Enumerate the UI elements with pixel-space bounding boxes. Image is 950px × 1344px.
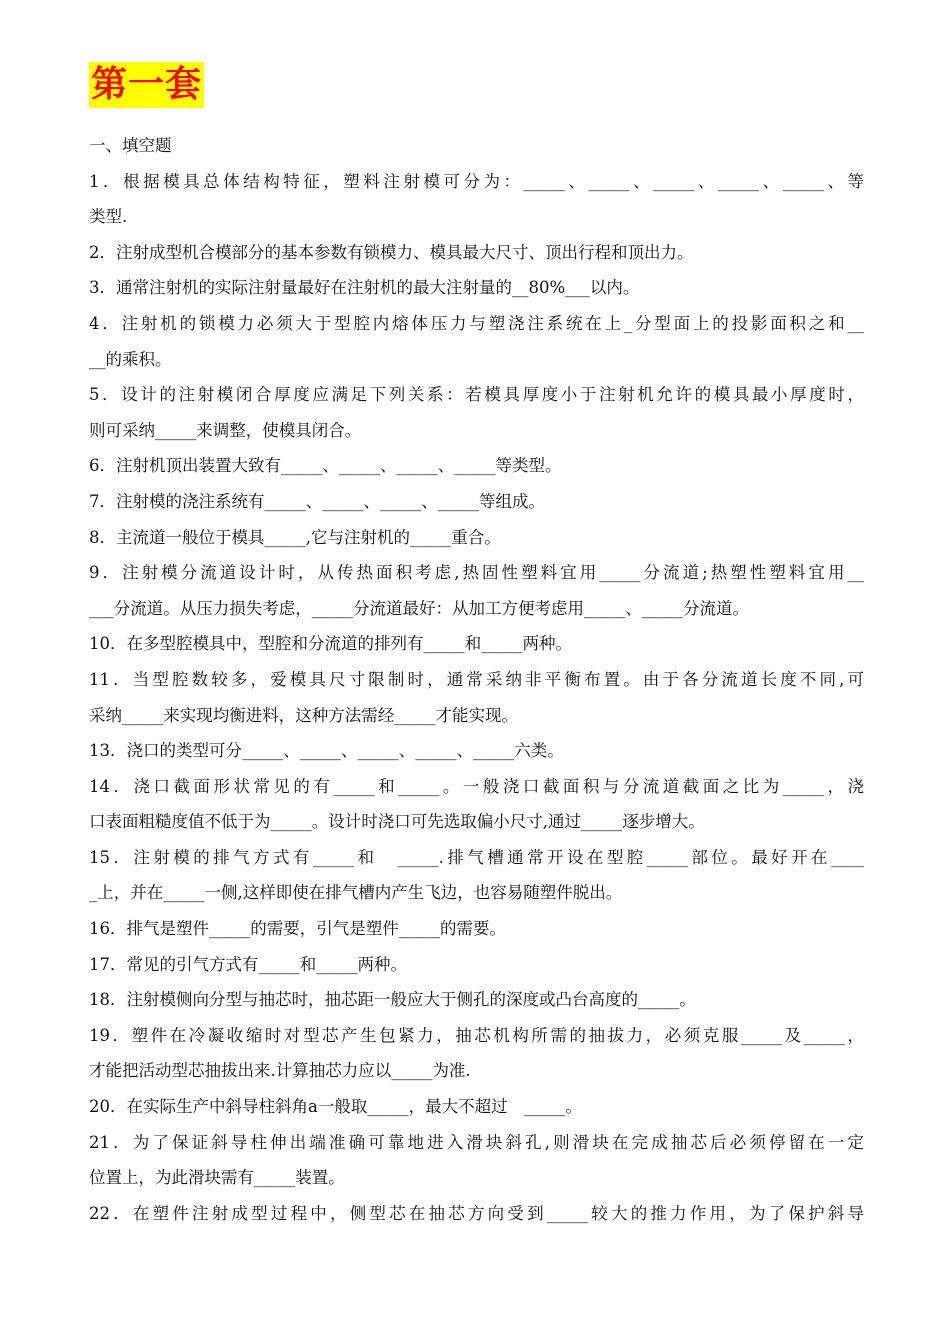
- question-line: 8．主流道一般位于模具_____,它与注射机的_____重合。: [89, 527, 501, 547]
- question-line: ___分流道。从压力损失考虑，_____分流道最好：从加工方便考虑用_____、_____分流道。: [89, 598, 749, 618]
- question-line: 10．在多型腔模具中，型腔和分流道的排列有_____和_____两种。: [89, 634, 572, 654]
- question-line: 11．当型腔数较多，爱模具尺寸限制时，通常采纳非平衡布置。由于各分流道长度不同,可: [89, 669, 864, 689]
- question-line: 21．为了保证斜导柱伸出端准确可靠地进入滑块斜孔,则滑块在完成抽芯后必须停留在一定: [89, 1132, 864, 1152]
- question-line: 采纳_____来实现均衡进料，这种方法需经_____才能实现。: [89, 705, 518, 725]
- question-line: 2．注射成型机合模部分的基本参数有锁模力、模具最大尺寸、顶出行程和顶出力。: [89, 242, 694, 262]
- question-line: 9．注射模分流道设计时，从传热面积考虑,热固性塑料宜用_____分流道;热塑性塑料宜用__: [89, 563, 864, 583]
- question-line: 17．常见的引气方式有_____和_____两种。: [89, 954, 407, 974]
- question-line: 类型.: [89, 207, 128, 227]
- section-heading: 一、填空题: [89, 136, 172, 155]
- question-line: 6．注射机顶出装置大致有_____、_____、_____、_____等类型。: [89, 456, 562, 476]
- question-line: 口表面粗糙度值不低于为_____。设计时浇口可先选取偏小尺寸,通过_____逐步增大。: [89, 812, 705, 832]
- question-line: 5．设计的注射模闭合厚度应满足下列关系：若模具厚度小于注射机允许的模具最小厚度时，: [89, 385, 864, 405]
- question-list: [89, 128, 864, 1231]
- set-title: 第一套: [89, 62, 204, 108]
- question-line: 18．注射模侧向分型与抽芯时，抽芯距一般应大于侧孔的深度或凸台高度的_____。: [89, 990, 696, 1010]
- question-line: 位置上，为此滑块需有_____装置。: [89, 1168, 345, 1188]
- question-line: __的乘积。: [89, 349, 172, 369]
- question-line: 20．在实际生产中斜导柱斜角a一般取_____，最大不超过 _____。: [89, 1097, 582, 1117]
- question-line: 13．浇口的类型可分_____、_____、_____、_____、_____六类。: [89, 741, 564, 761]
- question-line: 19．塑件在冷凝收缩时对型芯产生包紧力，抽芯机构所需的抽拔力，必须克服_____及_____，: [89, 1025, 864, 1045]
- question-line: 则可采纳_____来调整，使模具闭合。: [89, 420, 362, 440]
- question-line: 4．注射机的锁模力必须大于型腔内熔体压力与塑浇注系统在上_分型面上的投影面积之和__: [89, 313, 864, 333]
- question-line: 15．注射模的排气方式有_____和 _____.排气槽通常开设在型腔_____部位。最好开在____: [89, 847, 864, 867]
- question-line: 3．通常注射机的实际注射量最好在注射机的最大注射量的__80%___以内。: [89, 278, 640, 298]
- question-line: 16．排气是塑件_____的需要，引气是塑件_____的需要。: [89, 919, 506, 939]
- question-line: 1．根据模具总体结构特征，塑料注射模可分为：_____、_____、_____、_____、_____、等: [89, 171, 864, 191]
- question-line: 22．在塑件注射成型过程中，侧型芯在抽芯方向受到_____较大的推力作用，为了保护斜导: [89, 1203, 864, 1223]
- question-line: _上，并在_____一侧,这样即使在排气槽内产生飞边，也容易随塑件脱出。: [89, 883, 623, 903]
- question-line: 7．注射模的浇注系统有_____、_____、_____、_____等组成。: [89, 491, 545, 511]
- question-line: 才能把活动型芯抽拔出来.计算抽芯力应以_____为准.: [89, 1061, 471, 1081]
- question-line: 14．浇口截面形状常见的有_____和_____。一般浇口截面积与分流道截面之比为_____，浇: [89, 776, 864, 796]
